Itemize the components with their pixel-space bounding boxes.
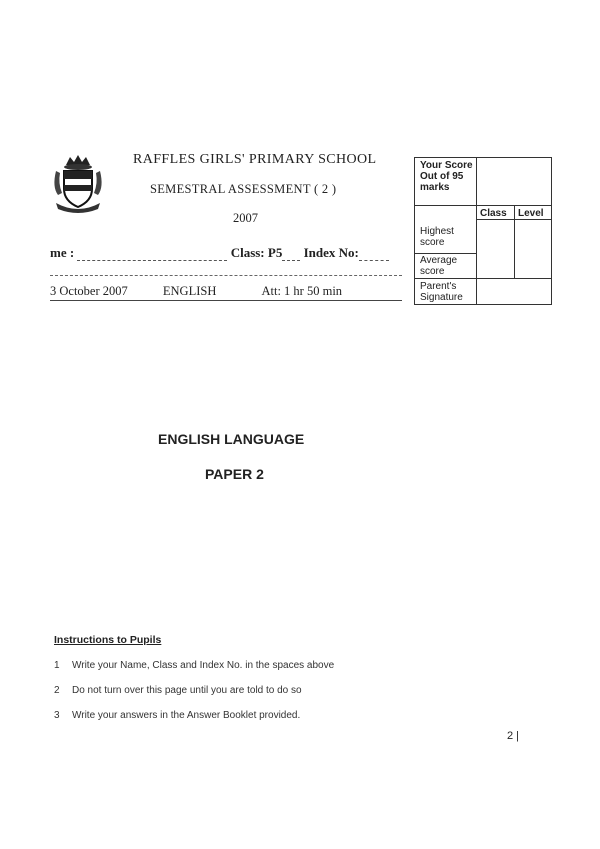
assessment-title: SEMESTRAL ASSESSMENT ( 2 ) xyxy=(150,182,337,196)
name-field[interactable] xyxy=(77,260,227,261)
exam-info-line xyxy=(50,284,342,299)
paper-number: PAPER 2 xyxy=(205,466,264,482)
student-info-line xyxy=(50,245,389,261)
class-field[interactable] xyxy=(282,260,300,261)
page-marker: 2 | xyxy=(507,730,520,742)
exam-date: 3 October 2007 xyxy=(50,284,128,298)
exam-subject: ENGLISH xyxy=(162,284,217,298)
index-field[interactable] xyxy=(359,260,389,261)
assessment-year: 2007 xyxy=(233,211,258,225)
instruction-item: 3 Write your answers in the Answer Booklet provided. xyxy=(54,710,301,721)
level-column-header: Level xyxy=(518,208,544,219)
school-name: RAFFLES GIRLS' PRIMARY SCHOOL xyxy=(133,152,377,167)
average-score-label: Average score xyxy=(420,255,458,277)
class-label: Class: P5 xyxy=(230,245,283,260)
name-label: me : xyxy=(50,245,75,260)
school-crest xyxy=(52,153,104,215)
highest-score-label: Highest score xyxy=(420,226,454,248)
instruction-item: 2 Do not turn over this page until you are told to do so xyxy=(54,685,302,696)
instructions-heading: Instructions to Pupils xyxy=(54,634,162,646)
instruction-item: 1 Write your Name, Class and Index No. in the spaces above xyxy=(54,660,335,671)
class-column-header: Class xyxy=(480,208,507,219)
paper-title: ENGLISH LANGUAGE xyxy=(158,431,305,447)
parent-signature-label: Parent's Signature xyxy=(420,281,463,303)
exam-duration: Att: 1 hr 50 min xyxy=(261,284,343,298)
divider xyxy=(50,300,402,301)
your-score-label: Your Score Out of 95 marks xyxy=(420,160,473,193)
index-label: Index No: xyxy=(303,245,359,260)
divider xyxy=(50,275,402,276)
score-box xyxy=(414,157,552,305)
